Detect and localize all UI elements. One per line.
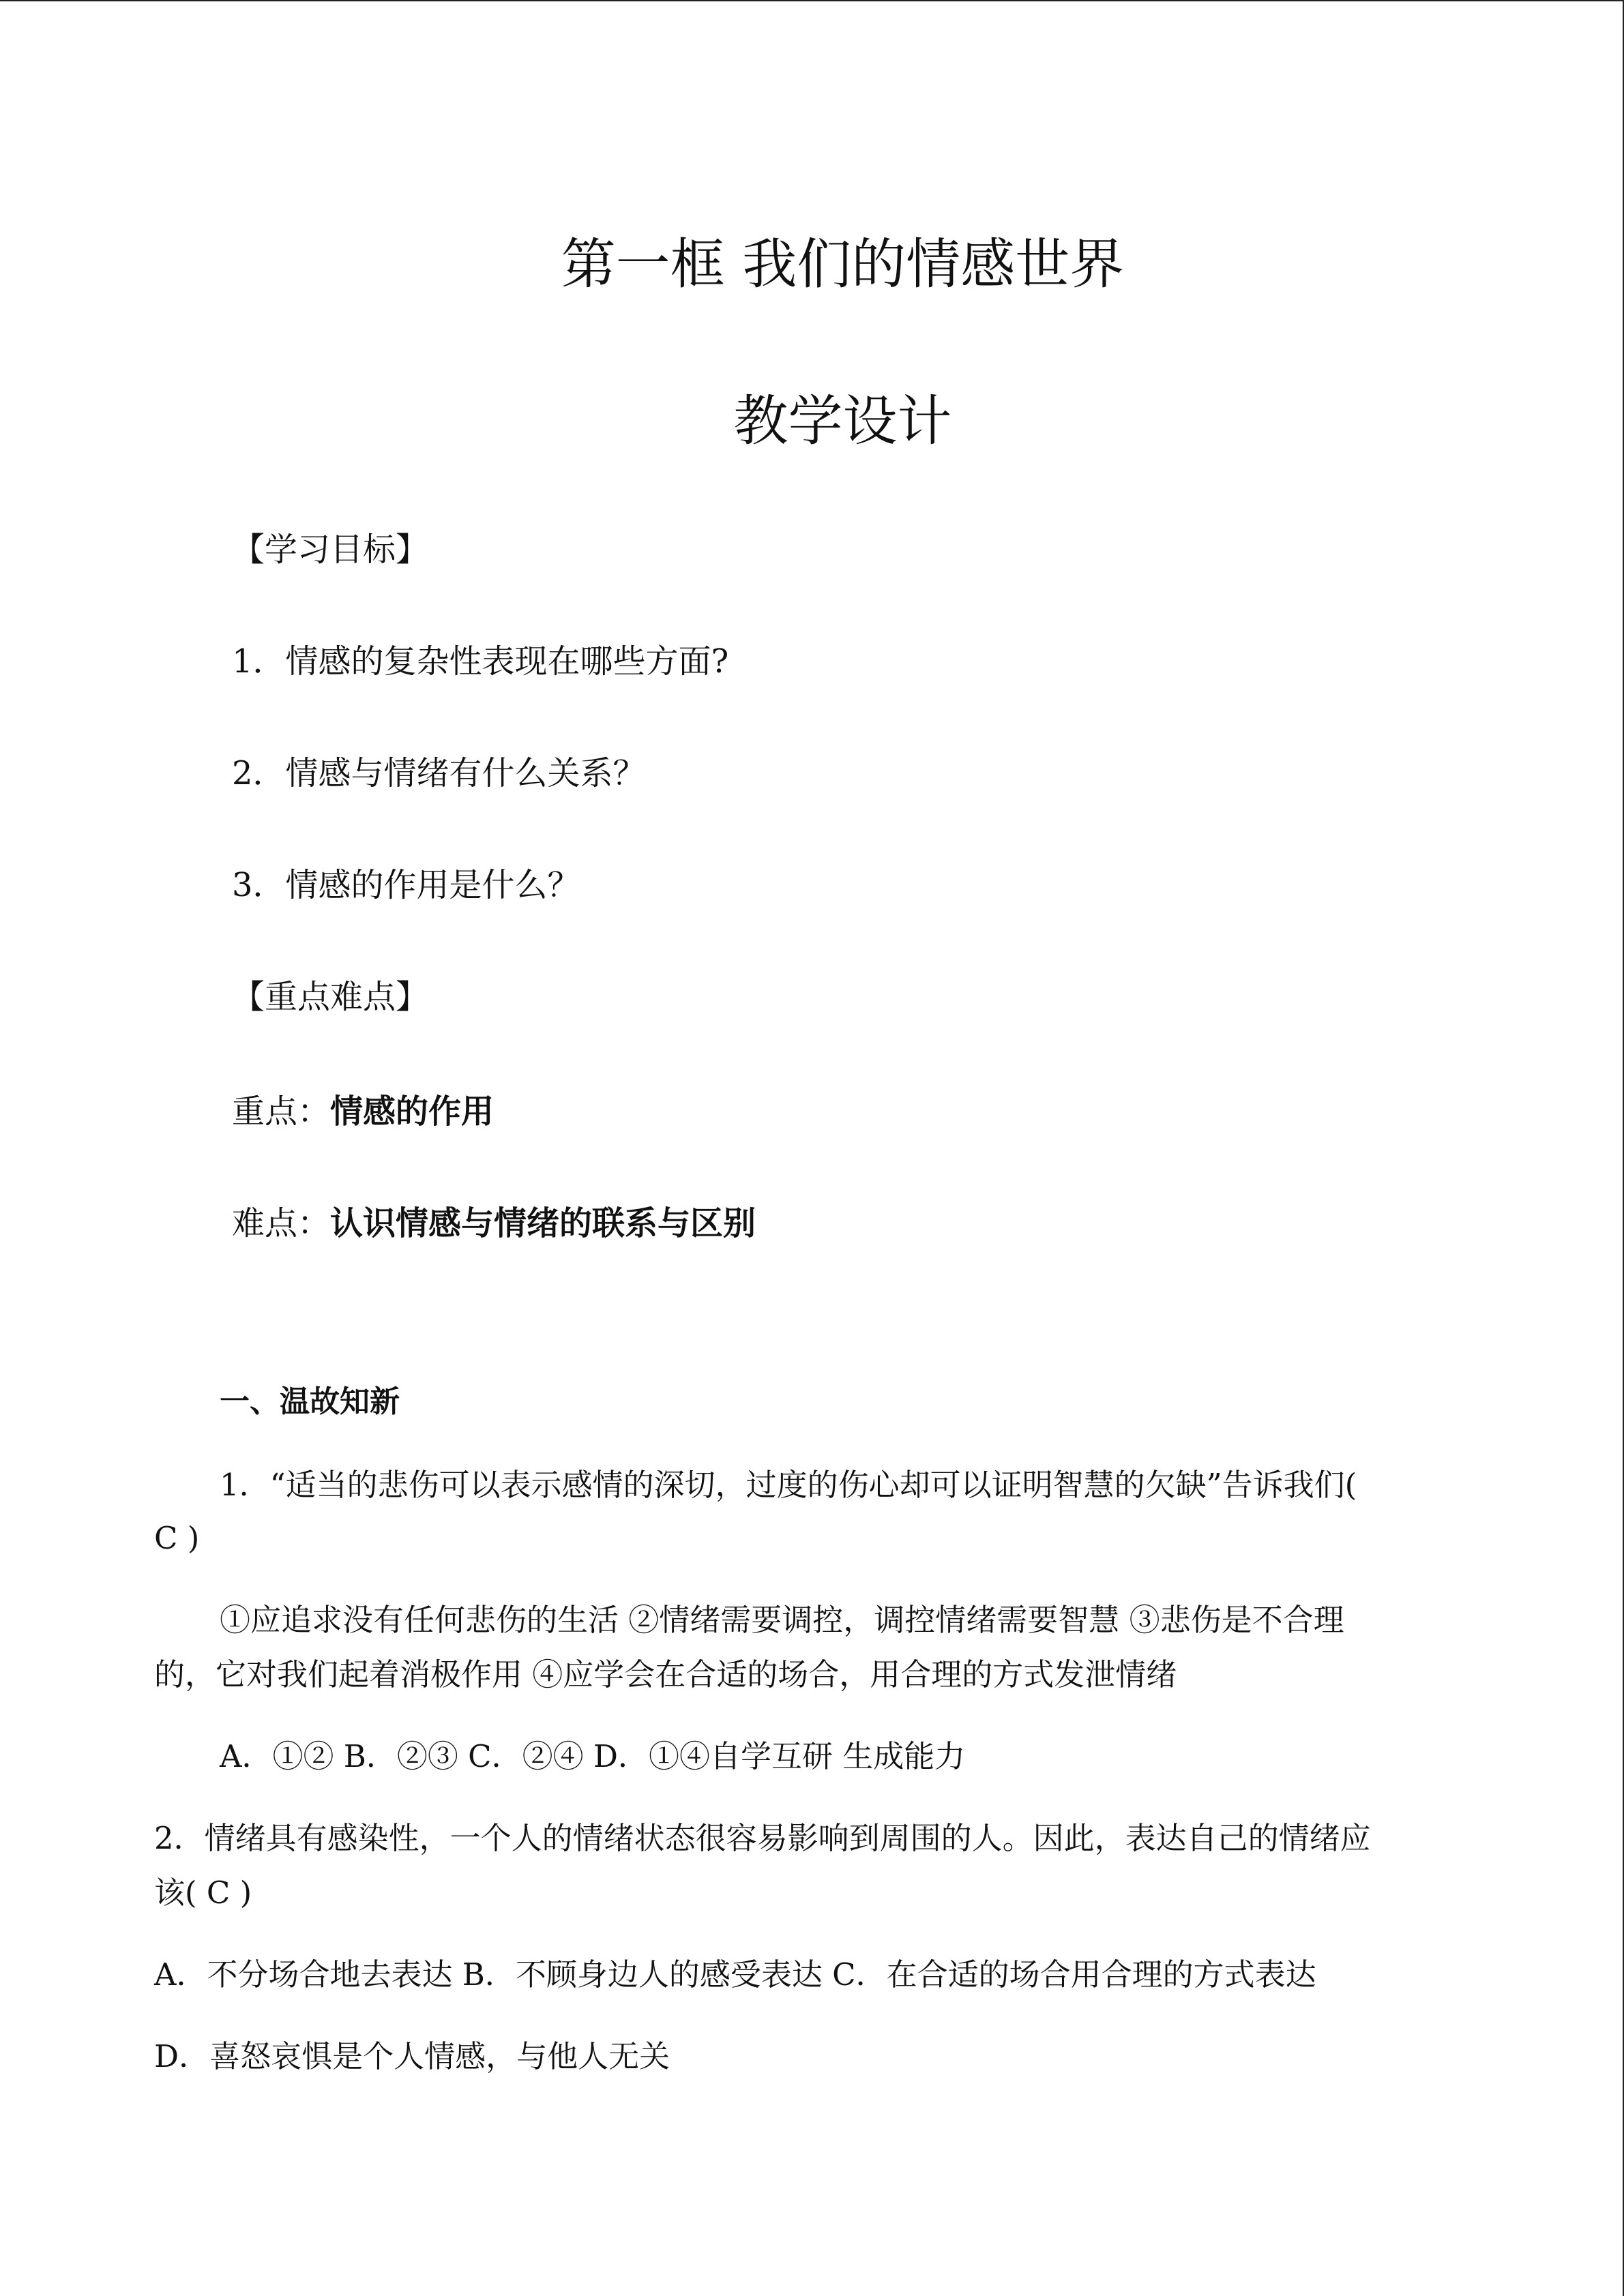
difficulty-label: 难点： [232,1204,331,1242]
q2-options-line1: A．不分场合地去表达 B．不顾身边人的感受表达 C．在合适的场合用合理的方式表达 [154,1956,1316,1993]
focus-value: 情感的作用 [330,1092,494,1131]
difficulty-value: 认识情感与情绪的联系与区别 [330,1204,756,1242]
q1-line1: 1．“适当的悲伤可以表示感情的深切，过度的伤心却可以证明智慧的欠缺”告诉我们( [220,1467,1357,1503]
review-heading: 一、温故知新 [220,1384,400,1419]
q1-line2: C ) [154,1520,200,1556]
difficulty-line [232,1203,756,1244]
focus-line [232,1091,494,1132]
q2-line1: 2．情绪具有感染性，一个人的情绪状态很容易影响到周围的人。因此，表达自己的情绪应 [154,1820,1371,1856]
keypoints-heading: 【重点难点】 [232,978,429,1016]
focus-label: 重点： [232,1092,331,1131]
objective-item-3: 3．情感的作用是什么？ [232,866,580,904]
document-subtitle: 教学设计 [733,389,952,453]
objective-item-1: 1．情感的复杂性表现在哪些方面? [232,642,729,681]
q1-options: A．①② B．②③ C．②④ D．①④自学互研 生成能力 [220,1738,966,1774]
objective-item-2: 2．情感与情绪有什么关系？ [232,754,646,792]
q2-line2: 该( C ) [154,1875,252,1911]
document-title: 第一框 我们的情感世界 [561,233,1125,296]
q1-statements-line1: ①应追求没有任何悲伤的生活 ②情绪需要调控，调控情绪需要智慧 ③悲伤是不合理 [220,1602,1344,1638]
objectives-heading: 【学习目标】 [232,531,429,569]
q1-statements-line2: 的，它对我们起着消极作用 ④应学会在合适的场合，用合理的方式发泄情绪 [154,1656,1177,1693]
q2-options-line2: D．喜怒哀惧是个人情感，与他人无关 [154,2038,670,2074]
